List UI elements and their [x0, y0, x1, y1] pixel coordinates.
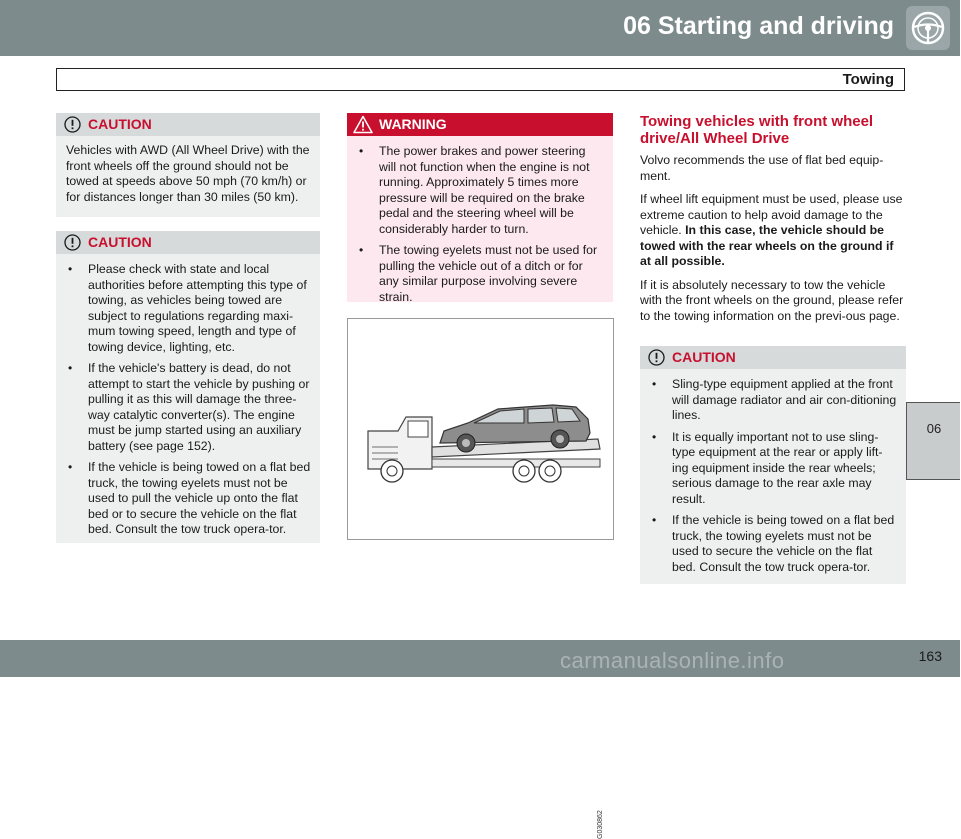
paragraph — [640, 192, 906, 270]
flatbed-truck-illustration — [348, 319, 613, 539]
caution-icon — [64, 116, 81, 133]
section-bar — [56, 68, 905, 91]
chapter-header-bar — [0, 0, 960, 56]
warning-label: WARNING — [379, 116, 447, 132]
caution-list — [56, 254, 320, 550]
steering-wheel-icon — [906, 6, 950, 50]
caution-box-awd — [56, 113, 320, 217]
paragraph-bold-text: In this case, the vehicle should be towed with the rear wheels on the ground if at all possible. — [640, 223, 894, 268]
warning-triangle-icon — [353, 115, 373, 134]
footer-bar — [0, 640, 960, 677]
page-number: 163 — [918, 648, 942, 664]
list-item: • The power brakes and power steering will not function when the engine is not running. Approximately 5 times more pressure will be required on the brake pedal and the steering wheel will be considerably harder to turn. — [357, 144, 605, 237]
caution-label: CAUTION — [88, 116, 152, 132]
section-title: Towing — [842, 71, 894, 88]
warning-list — [347, 136, 613, 317]
paragraph: Volvo recommends the use of flat bed equip-ment. — [640, 153, 884, 183]
caution-header — [56, 113, 320, 136]
figure-code: G030862 — [597, 810, 604, 839]
caution-box-sling — [640, 346, 906, 584]
caution-text: Vehicles with AWD (All Wheel Drive) with the front wheels off the ground should not be towed at speeds above 50 mph (70 km/h) or for distances longer than 30 miles (50 km). — [66, 143, 310, 204]
caution-label: CAUTION — [672, 349, 736, 365]
watermark: carmanualsonline.info — [560, 648, 785, 673]
list-item: • Sling-type equipment applied at the front will damage radiator and air con-ditioning lines. — [650, 377, 898, 424]
list-item: • If the vehicle is being towed on a flat bed truck, the towing eyelets must not be used to secure the vehicle on the flat bed. Consult the tow truck opera-tor. — [650, 513, 898, 575]
chapter-side-tab-label: 06 — [926, 421, 942, 436]
paragraph-text: If wheel lift equipment must be used, please use extreme caution to help avoid damage to the vehicle. — [640, 192, 903, 237]
caution-header — [56, 231, 320, 254]
caution-box-regulations — [56, 231, 320, 543]
list-item: • It is equally important not to use sling-type equipment at the rear or apply lift-ing equipment inside the rear wheels; serious damage to the rear axle may result. — [650, 430, 898, 508]
list-item: • If the vehicle's battery is dead, do not attempt to start the vehicle by pushing or pulling it as this will damage the three-way catalytic converter(s). The engine must be jump started using an auxiliary battery (see page 152). — [66, 361, 312, 454]
list-item: • The towing eyelets must not be used for pulling the vehicle out of a ditch or for any similar purpose involving severe strain. — [357, 243, 605, 305]
flatbed-truck-figure — [347, 318, 614, 839]
chapter-side-tab — [906, 402, 960, 480]
caution-header — [640, 346, 906, 369]
warning-header — [347, 113, 613, 136]
caution-label: CAUTION — [88, 234, 152, 250]
caution-list — [640, 369, 906, 587]
caution-icon — [64, 234, 81, 251]
paragraph: If it is absolutely necessary to tow the vehicle with the front wheels on the ground, please refer to the towing information on the previ-ous page. — [640, 277, 904, 323]
section-heading: Towing vehicles with front wheel drive/All Wheel Drive — [640, 113, 874, 147]
list-item: • If the vehicle is being towed on a flat bed truck, the towing eyelets must not be used to pull the vehicle up onto the flat bed or to secure the vehicle on the flat bed. Consult the tow truck opera-tor. — [66, 460, 312, 538]
warning-box — [347, 113, 613, 302]
caution-icon — [648, 349, 665, 366]
chapter-title: 06 Starting and driving — [623, 12, 894, 40]
section-body — [640, 153, 906, 332]
list-item: • Please check with state and local authorities before attempting this type of towing, as vehicles being towed are subject to regulations regarding maxi-mum towing speed, length and type of towing device, lighting, etc. — [66, 262, 312, 355]
